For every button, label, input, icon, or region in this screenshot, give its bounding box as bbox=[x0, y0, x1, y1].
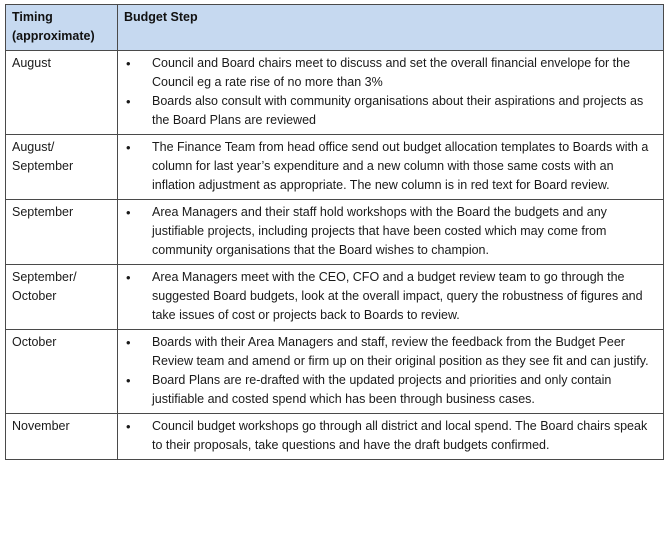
budget-step-cell bbox=[118, 414, 664, 460]
budget-step-column-header: Budget Step bbox=[118, 5, 664, 51]
budget-step-cell bbox=[118, 200, 664, 265]
step-list bbox=[124, 333, 657, 409]
timing-cell: August/ September bbox=[6, 135, 118, 200]
table-row bbox=[6, 414, 664, 460]
step-item: • Council and Board chairs meet to discuss and set the overall financial envelope for the Council eg a rate rise of no more than 3% bbox=[124, 54, 657, 92]
step-list bbox=[124, 203, 657, 260]
budget-step-cell bbox=[118, 51, 664, 135]
step-list bbox=[124, 54, 657, 130]
timing-column-header: Timing (approximate) bbox=[6, 5, 118, 51]
step-list bbox=[124, 138, 657, 195]
table-row bbox=[6, 200, 664, 265]
budget-step-cell bbox=[118, 330, 664, 414]
timing-cell: September/ October bbox=[6, 265, 118, 330]
timing-cell: September bbox=[6, 200, 118, 265]
step-item: • Area Managers meet with the CEO, CFO and a budget review team to go through the suggested Board budgets, look at the overall impact, query the robustness of figures and take issues of cost or projects back to Boards to review. bbox=[124, 268, 657, 325]
table-row bbox=[6, 265, 664, 330]
step-item: • Boards with their Area Managers and staff, review the feedback from the Budget Peer Review team and amend or firm up on their original position as they see fit and can justify. bbox=[124, 333, 657, 371]
budget-step-cell bbox=[118, 135, 664, 200]
step-item: • Area Managers and their staff hold workshops with the Board the budgets and any justifiable projects, including projects that have been costed which may come from community organisations that the Board wishes to champion. bbox=[124, 203, 657, 260]
step-item: • The Finance Team from head office send out budget allocation templates to Boards with a column for last year’s expenditure and a new column with those same costs with an inflation adjustment as appropriate. The new column is in red text for Board review. bbox=[124, 138, 657, 195]
table-header-row bbox=[6, 5, 664, 51]
budget-timeline-table bbox=[5, 4, 664, 460]
timing-cell: October bbox=[6, 330, 118, 414]
table-row bbox=[6, 330, 664, 414]
timing-cell: August bbox=[6, 51, 118, 135]
step-item: • Council budget workshops go through all district and local spend. The Board chairs speak to their proposals, take questions and have the draft budgets confirmed. bbox=[124, 417, 657, 455]
step-list bbox=[124, 417, 657, 455]
step-item: • Board Plans are re-drafted with the updated projects and priorities and only contain justifiable and costed spend which has been through business cases. bbox=[124, 371, 657, 409]
step-item: • Boards also consult with community organisations about their aspirations and projects as the Board Plans are reviewed bbox=[124, 92, 657, 130]
table-row bbox=[6, 135, 664, 200]
table-row bbox=[6, 51, 664, 135]
timing-cell: November bbox=[6, 414, 118, 460]
budget-step-cell bbox=[118, 265, 664, 330]
step-list bbox=[124, 268, 657, 325]
